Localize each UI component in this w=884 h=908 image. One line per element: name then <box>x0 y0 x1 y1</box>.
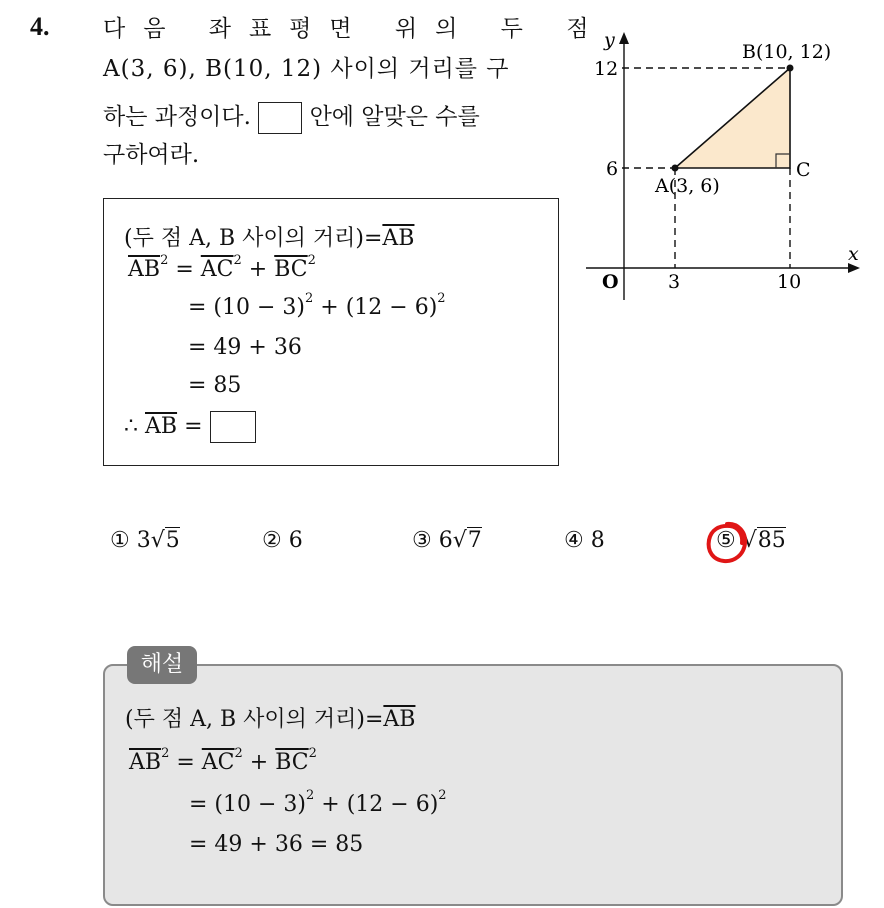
segment-ab: $\overline{AB}$ <box>129 750 162 775</box>
question-line-4: 구하여라. <box>103 142 200 168</box>
sqrt-icon: √ <box>742 528 757 553</box>
segment-ac: $\overline{AC}$ <box>201 750 235 775</box>
question-line-1: 다음 좌표평면 위의 두 점 <box>103 16 607 42</box>
label-b: B(10, 12) <box>742 41 832 63</box>
choice-4-marker: ④ <box>564 528 584 553</box>
segment-ab: $\overline{AB}$ <box>145 414 178 439</box>
exponent: 2 <box>307 253 316 268</box>
process-line-1 <box>124 221 414 252</box>
explanation-line-1 <box>125 702 415 733</box>
explanation-tag: 해설 <box>127 646 197 684</box>
explanation-line-3-a: = (10 − 3) <box>189 792 307 817</box>
segment-bc: $\overline{BC}$ <box>274 257 308 282</box>
process-line-3 <box>188 291 446 320</box>
exponent: 2 <box>233 253 242 268</box>
y-tick-12: 12 <box>594 58 619 80</box>
x-tick-10: 10 <box>777 271 802 293</box>
exponent: 2 <box>308 746 317 761</box>
explanation-box <box>103 664 843 906</box>
therefore-symbol: ∴ <box>124 414 138 439</box>
plus-sign: + <box>248 257 268 282</box>
choice-1-marker: ① <box>110 528 130 553</box>
choice-3-coefficient: 6 <box>438 528 453 553</box>
question-line-3 <box>103 96 480 138</box>
sqrt-icon: √ <box>150 528 165 553</box>
process-line-4: = 49 + 36 <box>188 335 302 360</box>
exponent: 2 <box>234 746 243 761</box>
exponent: 2 <box>160 253 169 268</box>
exponent: 2 <box>305 291 314 306</box>
equals-sign: = <box>175 257 194 282</box>
y-tick-6: 6 <box>606 158 619 180</box>
explanation-line-2 <box>129 746 317 775</box>
point-a <box>672 165 679 172</box>
choice-1-coefficient: 3 <box>136 528 151 553</box>
question-line-3-start: 하는 과정이다. <box>103 104 251 130</box>
exponent: 2 <box>306 788 315 803</box>
choice-3-radicand: 7 <box>467 528 482 553</box>
segment-ab: $\overline{AB}$ <box>128 257 161 282</box>
choice-2-value: 6 <box>288 528 303 553</box>
question-line-3-end: 안에 알맞은 수를 <box>309 104 480 130</box>
exponent: 2 <box>438 788 447 803</box>
exponent: 2 <box>161 746 170 761</box>
choice-4-value: 8 <box>590 528 605 553</box>
choice-3[interactable] <box>412 528 482 553</box>
sqrt-icon: √ <box>452 528 467 553</box>
origin-label: O <box>602 271 619 293</box>
choice-3-marker: ③ <box>412 528 432 553</box>
plus-sign: + <box>249 750 269 775</box>
choice-1[interactable] <box>110 528 180 553</box>
process-line-6 <box>124 411 256 443</box>
y-axis-arrow <box>619 32 629 44</box>
equals-sign: = <box>176 750 195 775</box>
choice-5-radicand: 85 <box>757 528 786 553</box>
choice-5-marker: ⑤ <box>716 528 736 553</box>
label-a: A(3, 6) <box>655 175 720 197</box>
question-number: 4. <box>30 12 50 41</box>
process-box <box>103 198 559 466</box>
question-line-2: A(3, 6), B(10, 12) 사이의 거리를 구 <box>103 56 510 82</box>
process-line-2 <box>128 253 316 282</box>
triangle-abc <box>675 68 790 168</box>
segment-bc: $\overline{BC}$ <box>275 750 309 775</box>
label-c: C <box>796 159 811 181</box>
explanation-line-1-text: (두 점 A, B 사이의 거리)= <box>125 707 384 732</box>
y-axis-label: y <box>604 29 615 51</box>
segment-ac: $\overline{AC}$ <box>200 257 234 282</box>
explanation-line-3-b: + (12 − 6) <box>314 792 439 817</box>
choice-2[interactable] <box>262 528 303 553</box>
process-line-5: = 85 <box>188 373 242 398</box>
selected-answer-circle-icon <box>704 518 750 568</box>
segment-ab: $\overline{AB}$ <box>383 707 416 732</box>
equals-sign: = <box>184 414 203 439</box>
exponent: 2 <box>437 291 446 306</box>
explanation-line-3 <box>189 788 447 817</box>
final-blank-box <box>210 411 256 443</box>
x-axis-label: x <box>848 243 859 265</box>
segment-ab: $\overline{AB}$ <box>382 226 415 251</box>
explanation-line-4: = 49 + 36 = 85 <box>189 832 364 857</box>
process-line-1-text: (두 점 A, B 사이의 거리)= <box>124 226 383 251</box>
choice-4[interactable] <box>564 528 605 553</box>
process-line-3-a: = (10 − 3) <box>188 295 306 320</box>
process-line-3-b: + (12 − 6) <box>313 295 438 320</box>
choice-1-radicand: 5 <box>165 528 180 553</box>
x-tick-3: 3 <box>668 271 681 293</box>
coordinate-graph <box>582 24 872 314</box>
choice-2-marker: ② <box>262 528 282 553</box>
answer-blank-box <box>258 102 302 134</box>
point-b <box>787 65 794 72</box>
